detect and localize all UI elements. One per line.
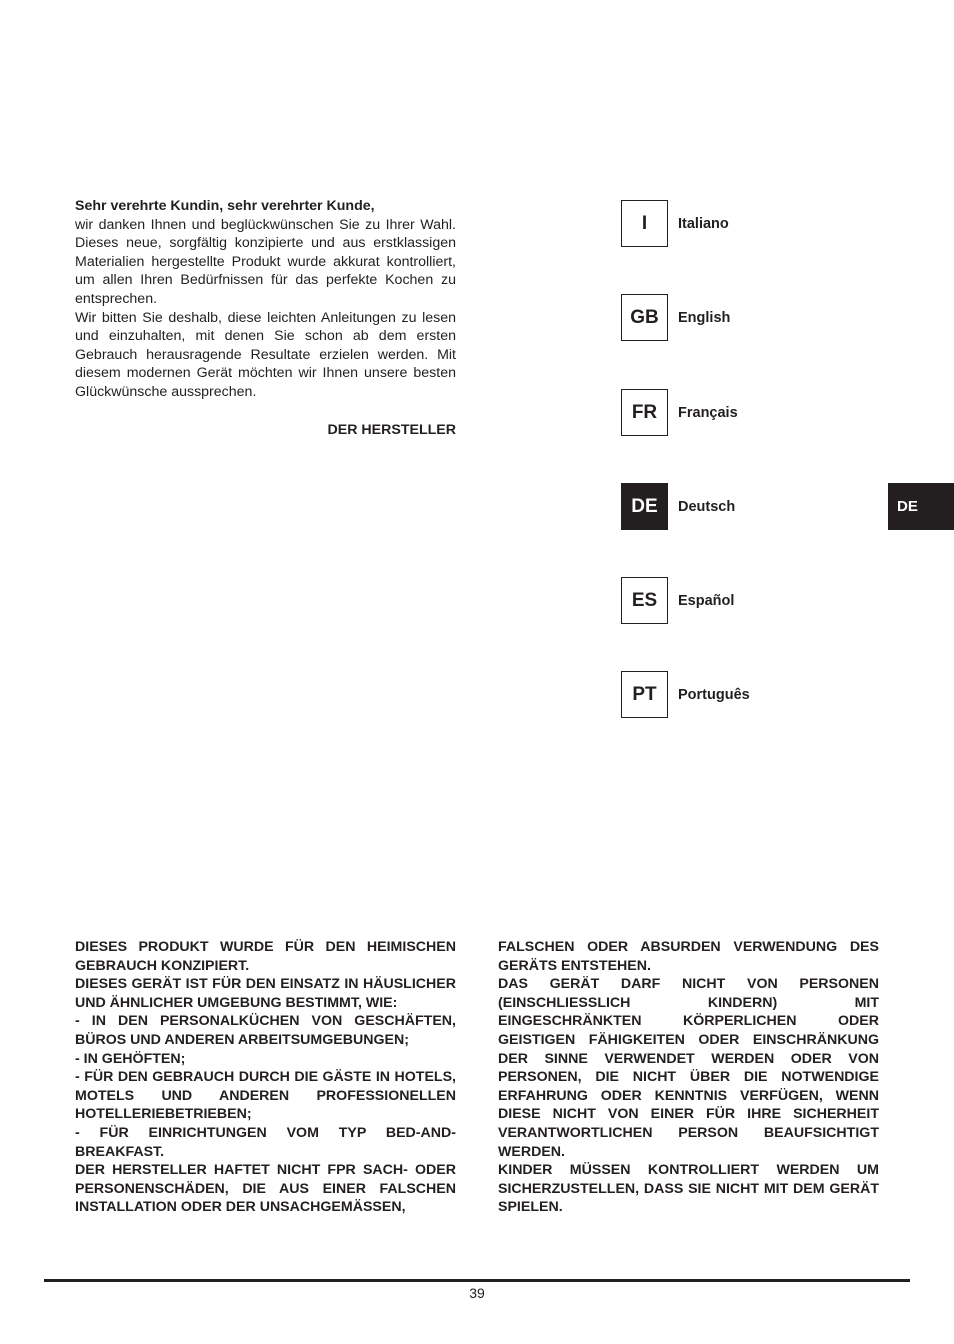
language-code-box: I (621, 200, 668, 247)
warning-paragraph: - IN GEHÖFTEN; (75, 1050, 186, 1067)
warning-paragraph: - IN DEN PERSONALKÜCHEN VON GESCHÄFTEN, BÜROS UND ANDEREN ARBEITSUMGEBUNGEN; (75, 1013, 456, 1048)
warning-paragraph: KINDER MÜSSEN KONTROLLIERT WERDEN UM SICHERZUSTELLEN, DASS SIE NICHT MIT DEM GERÄT SPIELEN. (498, 1162, 879, 1216)
language-name: Italiano (678, 215, 729, 232)
warning-paragraph: DAS GERÄT DARF NICHT VON PERSONEN (EINSCHLIESSLICH KINDERN) MIT EINGESCHRÄNKTEN KÖRPERLICHEN ODER GEISTIGEN FÄHIGKEITEN ODER EINSCHRÄNKUNG DER SINNE VERWENDET WERDEN ODER VON PERSONEN, DIE NICHT ÜBER DIE NOTWENDIGE ERFAHRUNG ODER KENNTNIS VERFÜGEN, WENN DIESE NICHT VON EINER FÜR IHRE SICHERHEIT VERANTWORTLICHEN PERSON BEAUFSICHTIGT WERDEN. (498, 976, 879, 1160)
language-item-french[interactable] (621, 389, 738, 436)
language-name: Español (678, 592, 735, 609)
language-name: English (678, 309, 731, 326)
language-item-english[interactable] (621, 294, 730, 341)
intro-section (75, 197, 456, 439)
language-name: Français (678, 404, 738, 421)
footer-divider (44, 1279, 910, 1282)
warning-paragraph: - FÜR EINRICHTUNGEN VOM TYP BED-AND-BREAKFAST. (75, 1124, 456, 1160)
language-code-box-active: DE (621, 483, 668, 530)
language-item-portuguese[interactable] (621, 671, 750, 718)
manufacturer-signature: DER HERSTELLER (327, 421, 456, 438)
language-name: Deutsch (678, 498, 736, 515)
language-code-box: FR (621, 389, 668, 436)
warning-paragraph: FALSCHEN ODER ABSURDEN VERWENDUNG DES GERÄTS ENTSTEHEN. (498, 939, 879, 974)
language-code-box: ES (621, 577, 668, 624)
language-item-german[interactable] (621, 483, 735, 530)
page-number: 39 (469, 1285, 485, 1301)
warning-paragraph: DIESES GERÄT IST FÜR DEN EINSATZ IN HÄUSLICHER UND ÄHNLICHER UMGEBUNG BESTIMMT, WIE: (75, 976, 456, 1011)
warning-paragraph: DIESES PRODUKT WURDE FÜR DEN HEIMISCHEN GEBRAUCH KONZIPIERT. (75, 939, 456, 974)
language-item-spanish[interactable] (621, 577, 734, 624)
language-code-box: PT (621, 671, 668, 718)
intro-paragraph: Wir bitten Sie deshalb, diese leichten Anleitungen zu lesen und einzuhalten, mit denen Sie schon ab dem ersten Gebrauch herausragende Resultate erzielen werden. Mit diesem modernen Gerät möchten wir Ihnen unsere besten Glückwünsche aussprechen. (75, 309, 456, 400)
warning-paragraph: - FÜR DEN GEBRAUCH DURCH DIE GÄSTE IN HOTELS, MOTELS UND ANDEREN PROFESSIONELLEN HOTELLERIEBETRIEBEN; (75, 1069, 456, 1123)
warning-column-left (75, 938, 456, 1217)
warning-paragraph: DER HERSTELLER HAFTET NICHT FPR SACH- ODER PERSONENSCHÄDEN, DIE AUS EINER FALSCHEN INSTALLATION ODER DER UNSACHGEMÄSSEN, (75, 1162, 456, 1216)
greeting: Sehr verehrte Kundin, sehr verehrter Kunde, (75, 198, 375, 214)
intro-paragraph: wir danken Ihnen und beglückwünschen Sie zu Ihrer Wahl. Dieses neue, sorgfältig konzipierte und aus erstklassigen Materialien hergestellte Produkt wurde akkurat kontrolliert, um allen Ihren Bedürfnissen für das perfekte Kochen zu entsprechen. (75, 216, 456, 307)
language-code-box: GB (621, 294, 668, 341)
warning-column-right (498, 938, 879, 1217)
section-tab-de[interactable]: DE (888, 483, 954, 530)
language-name: Português (678, 686, 750, 703)
language-item-italian[interactable] (621, 200, 729, 247)
